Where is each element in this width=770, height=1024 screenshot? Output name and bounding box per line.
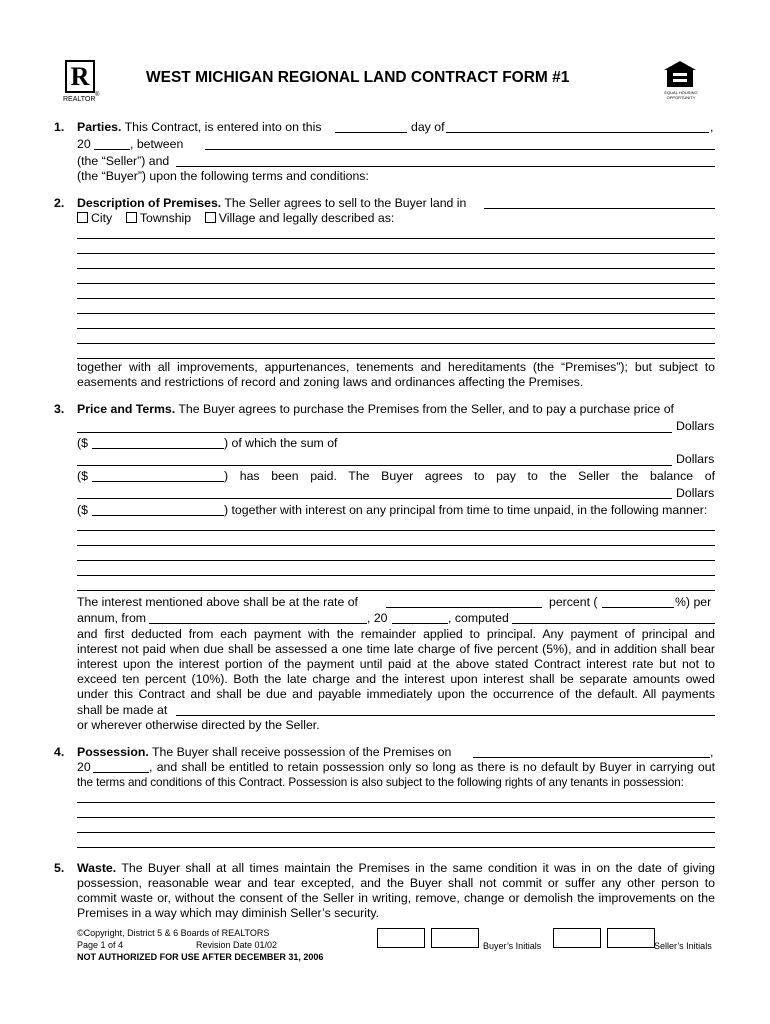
s3-title: Price and Terms. [77,402,176,416]
form-title: WEST MICHIGAN REGIONAL LAND CONTRACT FORM #1 [146,69,570,86]
s5-line1: Waste. The Buyer shall at all times maintain the Premises in the same condition it was in on the date of giving [77,861,716,875]
footer-copyright: ©Copyright, District 5 & 6 Boards of REALTORS [77,928,270,938]
section-3-number: 3. [54,402,65,416]
s3-manner-line[interactable] [77,575,715,576]
s4-tenants-line[interactable] [77,802,715,803]
s3-payment-address-field[interactable] [176,715,715,716]
s1-title: Parties. [77,120,122,134]
s3-balance-amount-field[interactable] [92,515,224,516]
equal-housing-logo [660,60,700,102]
s3-price-words-field[interactable] [77,432,672,433]
realtor-logo [62,60,102,108]
s2-legal-line[interactable] [77,313,715,314]
s3-balance-words-field[interactable] [77,498,672,499]
section-4-number: 4. [54,745,65,759]
buyers-initials-label: Buyer’s Initials [483,941,542,951]
s2-legal-line[interactable] [77,298,715,299]
s3-deposit-words-field[interactable] [77,465,672,466]
s1-month-field[interactable] [446,132,709,133]
realtor-caption: REALTOR [63,96,96,103]
s3-rate-percent-field[interactable] [602,607,674,608]
s2-legal-line[interactable] [77,253,715,254]
s2-land-field[interactable] [484,208,715,209]
footer-notice: NOT AUTHORIZED FOR USE AFTER DECEMBER 31, 2006 [77,952,324,962]
s4-possession-date-field[interactable] [473,757,710,758]
s1-date-field[interactable] [335,132,407,133]
s3-interest-from-field[interactable] [149,623,367,624]
s3-interest-year-field[interactable] [392,623,448,624]
s2-legal-line[interactable] [77,283,715,284]
s2-legal-line[interactable] [77,268,715,269]
s3-manner-line[interactable] [77,530,715,531]
equal-housing-caption: EQUAL HOUSING OPPORTUNITY [664,90,698,100]
s4-tenants-line[interactable] [77,817,715,818]
s1-between-field[interactable] [205,149,715,150]
realtor-reg: ® [95,92,100,98]
seller-initials-box-1[interactable] [553,928,601,948]
section-5-number: 5. [54,861,65,875]
s4-line1: Possession. The Buyer shall receive possession of the Premises on [77,745,452,759]
sellers-initials-label: Seller’s Initials [654,941,712,951]
s3-deposit-amount-field[interactable] [92,481,224,482]
section-2-number: 2. [54,196,65,210]
city-checkbox[interactable] [77,212,88,223]
s2-legal-line[interactable] [77,238,715,239]
s3-line1: Price and Terms. The Buyer agrees to purchase the Premises from the Seller, and to pay a purchase price of [77,402,674,416]
s3-price-amount-field[interactable] [92,448,224,449]
s4-title: Possession. [77,745,149,759]
s1-line1: Parties. This Contract, is entered into on this [77,120,322,134]
s3-computed-field[interactable] [512,623,715,624]
s2-legal-line[interactable] [77,358,715,359]
s3-manner-line[interactable] [77,545,715,546]
s1-year-field[interactable] [94,149,130,150]
seller-initials-box-2[interactable] [607,928,655,948]
footer-revision: Revision Date 01/02 [196,940,278,950]
buyer-initials-box-1[interactable] [377,928,425,948]
s2-legal-line[interactable] [77,328,715,329]
footer-page: Page 1 of 4 [77,940,124,950]
s4-tenants-line[interactable] [77,832,715,833]
s3-rate-words-field[interactable] [386,607,542,608]
s3-manner-line[interactable] [77,590,715,591]
s5-title: Waste. [77,861,117,875]
buyer-initials-box-2[interactable] [431,928,479,948]
s4-possession-year-field[interactable] [93,772,149,773]
s3-manner-line[interactable] [77,560,715,561]
equal-housing-icon [662,60,698,88]
s2-legal-line[interactable] [77,343,715,344]
s2-title: Description of Premises. [77,196,222,210]
village-checkbox[interactable] [205,212,216,223]
township-checkbox[interactable] [126,212,137,223]
section-1-number: 1. [54,120,65,134]
s2-line1: Description of Premises. The Seller agrees to sell to the Buyer land in [77,196,467,210]
s1-seller-field[interactable] [176,166,715,167]
s2-options: City Township Village and legally described as: [77,211,394,226]
s4-tenants-line[interactable] [77,847,715,848]
realtor-r-icon: R [65,60,95,93]
